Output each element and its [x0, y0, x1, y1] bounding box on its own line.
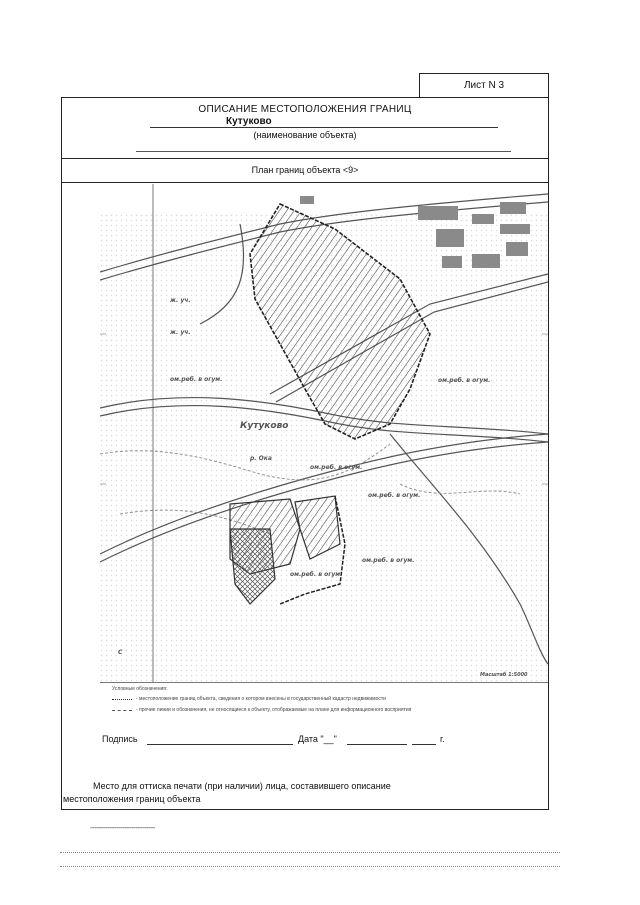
stamp-line-1: Место для оттиска печати (при наличии) лица, составившего описание	[93, 781, 391, 791]
footnote-rule-1	[60, 852, 560, 853]
map-label-agri-8: ом.реб. в огум.	[290, 571, 343, 578]
footnote-rule-2	[60, 866, 560, 867]
map-scale: Масштаб 1:5000	[480, 672, 528, 678]
object-caption: (наименование объекта)	[253, 130, 357, 140]
sheet-number: Лист N 3	[463, 80, 505, 91]
stamp-line-2: местоположения границ объекта	[63, 794, 201, 804]
map-label-agri-5: ом.реб. в огум.	[310, 464, 363, 471]
map-label-settlement: Кутуково	[240, 421, 289, 431]
map-label-agri-3: ом.реб. в огум.	[170, 376, 223, 383]
plan-title: План границ объекта <9>	[251, 165, 359, 175]
divider-1	[61, 158, 549, 159]
object-extra-line	[136, 151, 511, 152]
map-label-agri-2: ж. уч.	[170, 329, 191, 336]
legend-row-2: - прочие линии и обозначения, не относящиеся к объекту, отображаемые на плане для информационного восприятия	[136, 707, 412, 713]
sheet-number-box	[419, 73, 549, 98]
object-name-line	[150, 127, 498, 128]
map-label-agri-7: ом.реб. в огум.	[362, 557, 415, 564]
footnote-separator: ------------------------------	[90, 823, 155, 832]
boundary-map	[100, 184, 548, 682]
legend-symbol-2	[112, 710, 132, 711]
document-title: ОПИСАНИЕ МЕСТОПОЛОЖЕНИЯ ГРАНИЦ	[198, 104, 412, 115]
date-label: Дата "__"	[298, 734, 337, 744]
legend-row-1: - местоположение границ объекта, сведения о котором внесены в государственный кадастр недвижимости	[136, 696, 386, 702]
map-bottom-rule	[100, 682, 548, 683]
signature-label: Подпись	[102, 734, 138, 744]
date-year-line[interactable]	[412, 744, 436, 745]
map-label-agri-4: ом.реб. в огум.	[438, 377, 491, 384]
object-name: Кутуково	[226, 116, 272, 127]
map-label-river: р. Ока	[250, 455, 272, 462]
divider-2	[61, 182, 549, 183]
legend-symbol-1	[112, 699, 132, 700]
map-label-north: С	[118, 649, 123, 656]
date-month-line[interactable]	[347, 744, 407, 745]
signature-line[interactable]	[147, 744, 293, 745]
map-label-agri-1: ж. уч.	[170, 297, 191, 304]
year-suffix: г.	[440, 734, 445, 744]
legend-heading: Условные обозначения:	[112, 686, 168, 692]
map-label-agri-6: ом.реб. в огум.	[368, 492, 421, 499]
